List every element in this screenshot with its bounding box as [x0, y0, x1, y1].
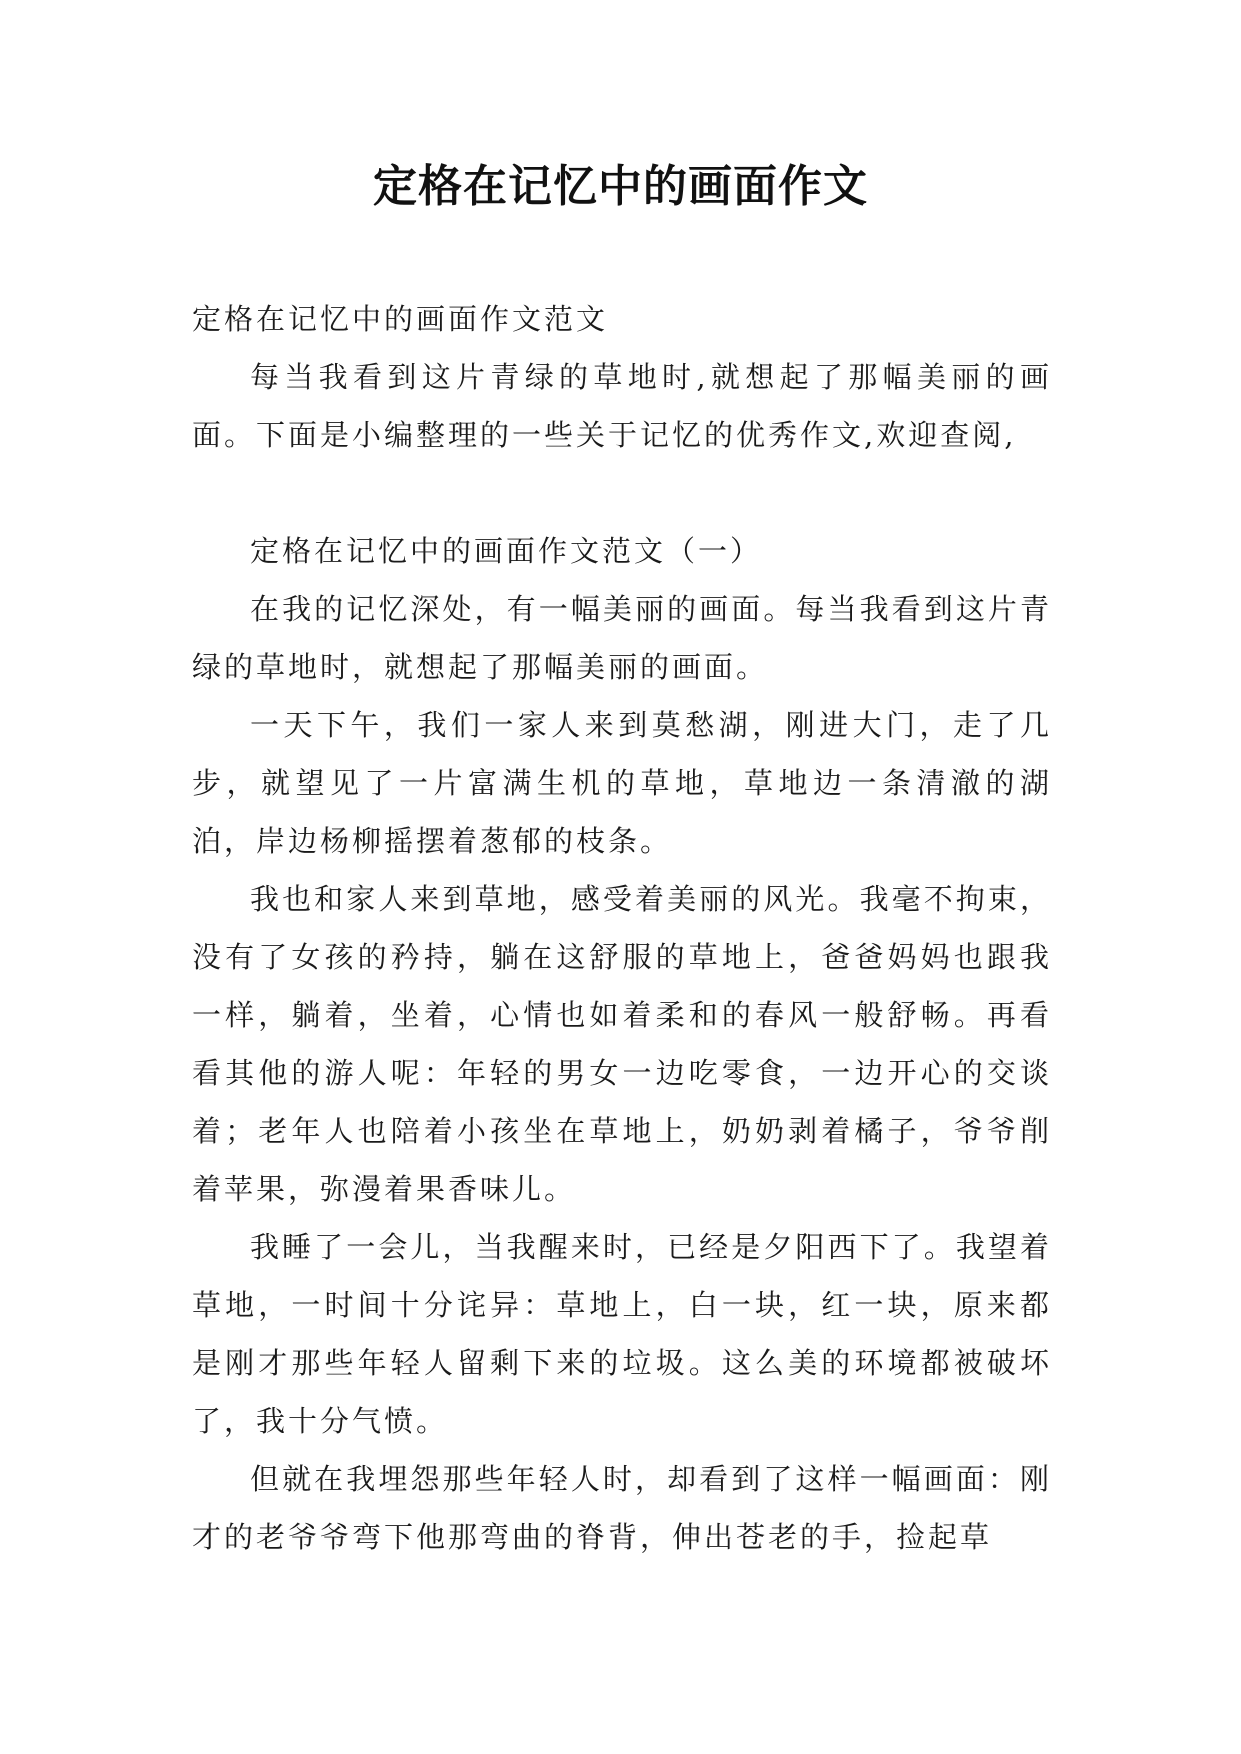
body-paragraph: 但就在我埋怨那些年轻人时，却看到了这样一幅画面：刚才的老爷爷弯下他那弯曲的脊背，伸出苍老的手，捡起草 — [192, 1462, 1052, 1554]
document-body — [192, 290, 1052, 1566]
body-paragraph: 我也和家人来到草地，感受着美丽的风光。我毫不拘束，没有了女孩的矜持，躺在这舒服的草地上，爸爸妈妈也跟我一样，躺着，坐着，心情也如着柔和的春风一般舒畅。再看看其他的游人呢：年轻的男女一边吃零食，一边开心的交谈着；老年人也陪着小孩坐在草地上，奶奶剥着橘子，爷爷削着苹果，弥漫着果香味儿。 — [192, 882, 1052, 1206]
document-title: 定格在记忆中的画面作文 — [373, 161, 868, 212]
body-paragraph: 我睡了一会儿，当我醒来时，已经是夕阳西下了。我望着草地，一时间十分诧异：草地上，白一块，红一块，原来都是刚才那些年轻人留剩下来的垃圾。这么美的环境都被破坏了，我十分气愤。 — [192, 1230, 1052, 1438]
body-paragraph: 在我的记忆深处，有一幅美丽的画面。每当我看到这片青绿的草地时，就想起了那幅美丽的画面。 — [192, 592, 1052, 684]
blank-line — [192, 464, 1052, 522]
subtitle-paragraph: 定格在记忆中的画面作文范文 — [192, 302, 609, 336]
section-heading: 定格在记忆中的画面作文范文（一） — [250, 534, 763, 568]
intro-paragraph: 每当我看到这片青绿的草地时,就想起了那幅美丽的画面。下面是小编整理的一些关于记忆的优秀作文,欢迎查阅, — [192, 360, 1052, 452]
body-paragraph: 一天下午，我们一家人来到莫愁湖，刚进大门，走了几步，就望见了一片富满生机的草地，草地边一条清澈的湖泊，岸边杨柳摇摆着葱郁的枝条。 — [192, 708, 1052, 858]
